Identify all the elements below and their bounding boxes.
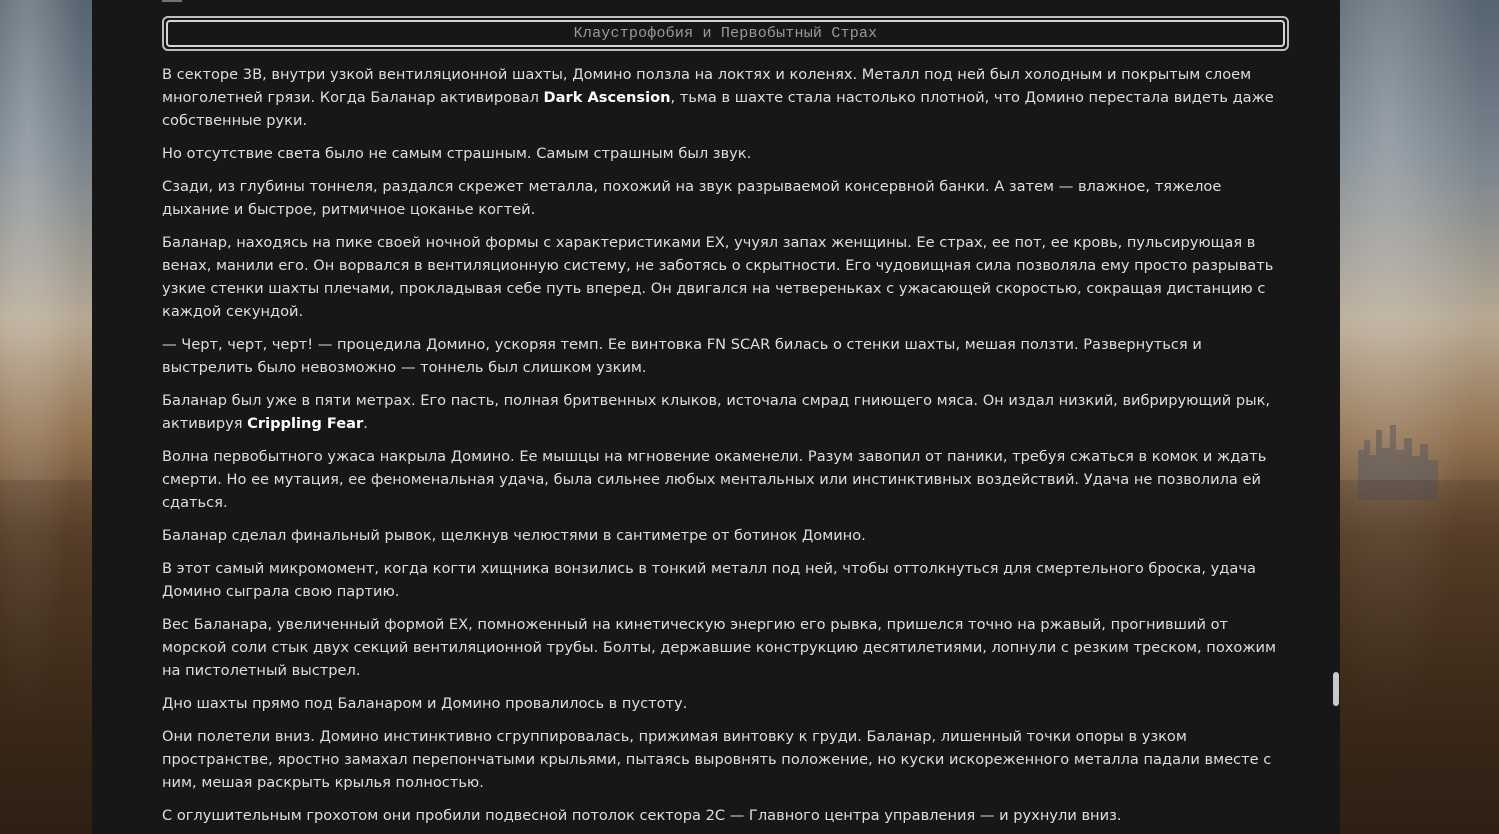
story-paragraph: В секторе 3В, внутри узкой вентиляционной шахты, Домино ползла на локтях и коленях. Металл под ней был холодным и покрытым слоем многолетней грязи. Когда Баланар активировал Dark Ascension, тьма в шахте стала настолько плотной, что Домино перестала видеть даже собственные руки. xyxy=(162,66,1274,129)
story-paragraph: Они полетели вниз. Домино инстинктивно сгруппировалась, прижимая винтовку к груди. Баланар, лишенный точки опоры в узком пространстве, яростно замахал перепончатыми крыльями, пытаясь выровнять положение, но куски искореженного металла падали вместе с ним, мешая раскрыть крылья полностью. xyxy=(162,728,1272,791)
story-paragraph: Баланар, находясь на пике своей ночной формы с характеристиками EX, учуял запах женщины. Ее страх, ее пот, ее кровь, пульсирующая в венах, манили его. Он ворвался в вентиляционную систему, не заботясь о скрытности. Его чудовищная сила позволяла ему просто разрывать узкие стенки шахты плечами, прокладывая себе путь вперед. Он двигался на четвереньках с ужасающей скоростью, сокращая дистанцию с каждой секундой. xyxy=(162,234,1274,320)
story-paragraph: Баланар сделал финальный рывок, щелкнув челюстями в сантиметре от ботинок Домино. xyxy=(162,527,866,544)
story-content xyxy=(162,63,1282,834)
story-paragraph: В этот самый микромомент, когда когти хищника вонзились в тонкий металл под ней, чтобы оттолкнуться для смертельного броска, удача Домино сыграла свою партию. xyxy=(162,560,1256,600)
background-ground xyxy=(1340,480,1499,834)
scrollbar[interactable] xyxy=(1332,0,1340,834)
background-image-left xyxy=(0,0,92,834)
story-paragraph: Но отсутствие света было не самым страшным. Самым страшным был звук. xyxy=(162,145,752,162)
background-ground xyxy=(0,480,92,834)
scrollbar-thumb[interactable] xyxy=(1333,672,1339,706)
chapter-header xyxy=(162,16,1289,51)
story-paragraph: Вес Баланара, увеличенный формой EX, помноженный на кинетическую энергию его рывка, пришелся точно на ржавый, прогнивший от морской соли стык двух секций вентиляционной трубы. Болты, державшие конструкцию десятилетиями, лопнули с резким треском, похожим на пистолетный выстрел. xyxy=(162,616,1276,679)
story-paragraph: Сзади, из глубины тоннеля, раздался скрежет металла, похожий на звук разрываемой консервной банки. А затем — влажное, тяжелое дыхание и быстрое, ритмичное цоканье когтей. xyxy=(162,178,1222,218)
story-paragraph: — Черт, черт, черт! — процедила Домино, ускоряя темп. Ее винтовка FN SCAR билась о стенки шахты, мешая ползти. Развернуться и выстрелить было невозможно — тоннель был слишком узким. xyxy=(162,336,1202,376)
clipped-text-fragment xyxy=(162,0,182,2)
chapter-title: Клаустрофобия и Первобытный Страх xyxy=(166,20,1285,47)
story-paragraph: Дно шахты прямо под Баланаром и Домино провалилось в пустоту. xyxy=(162,695,688,712)
story-paragraph: Баланар был уже в пяти метрах. Его пасть, полная бритвенных клыков, источала смрад гниющего мяса. Он издал низкий, вибрирующий рык, активируя Crippling Fear. xyxy=(162,392,1271,432)
story-paragraph: С оглушительным грохотом они пробили подвесной потолок сектора 2С — Главного центра управления — и рухнули вниз. xyxy=(162,807,1122,824)
skill-name: Crippling Fear xyxy=(247,415,364,432)
story-paragraph: Волна первобытного ужаса накрыла Домино. Ее мышцы на мгновение окаменели. Разум завопил от паники, требуя сжаться в комок и ждать смерти. Но ее мутация, ее феноменальная удача, была сильнее любых ментальных или инстинктивных воздействий. Удача не позволила ей сдаться. xyxy=(162,448,1267,511)
story-panel xyxy=(92,0,1340,834)
background-image-right xyxy=(1340,0,1499,834)
skill-name: Dark Ascension xyxy=(543,89,671,106)
